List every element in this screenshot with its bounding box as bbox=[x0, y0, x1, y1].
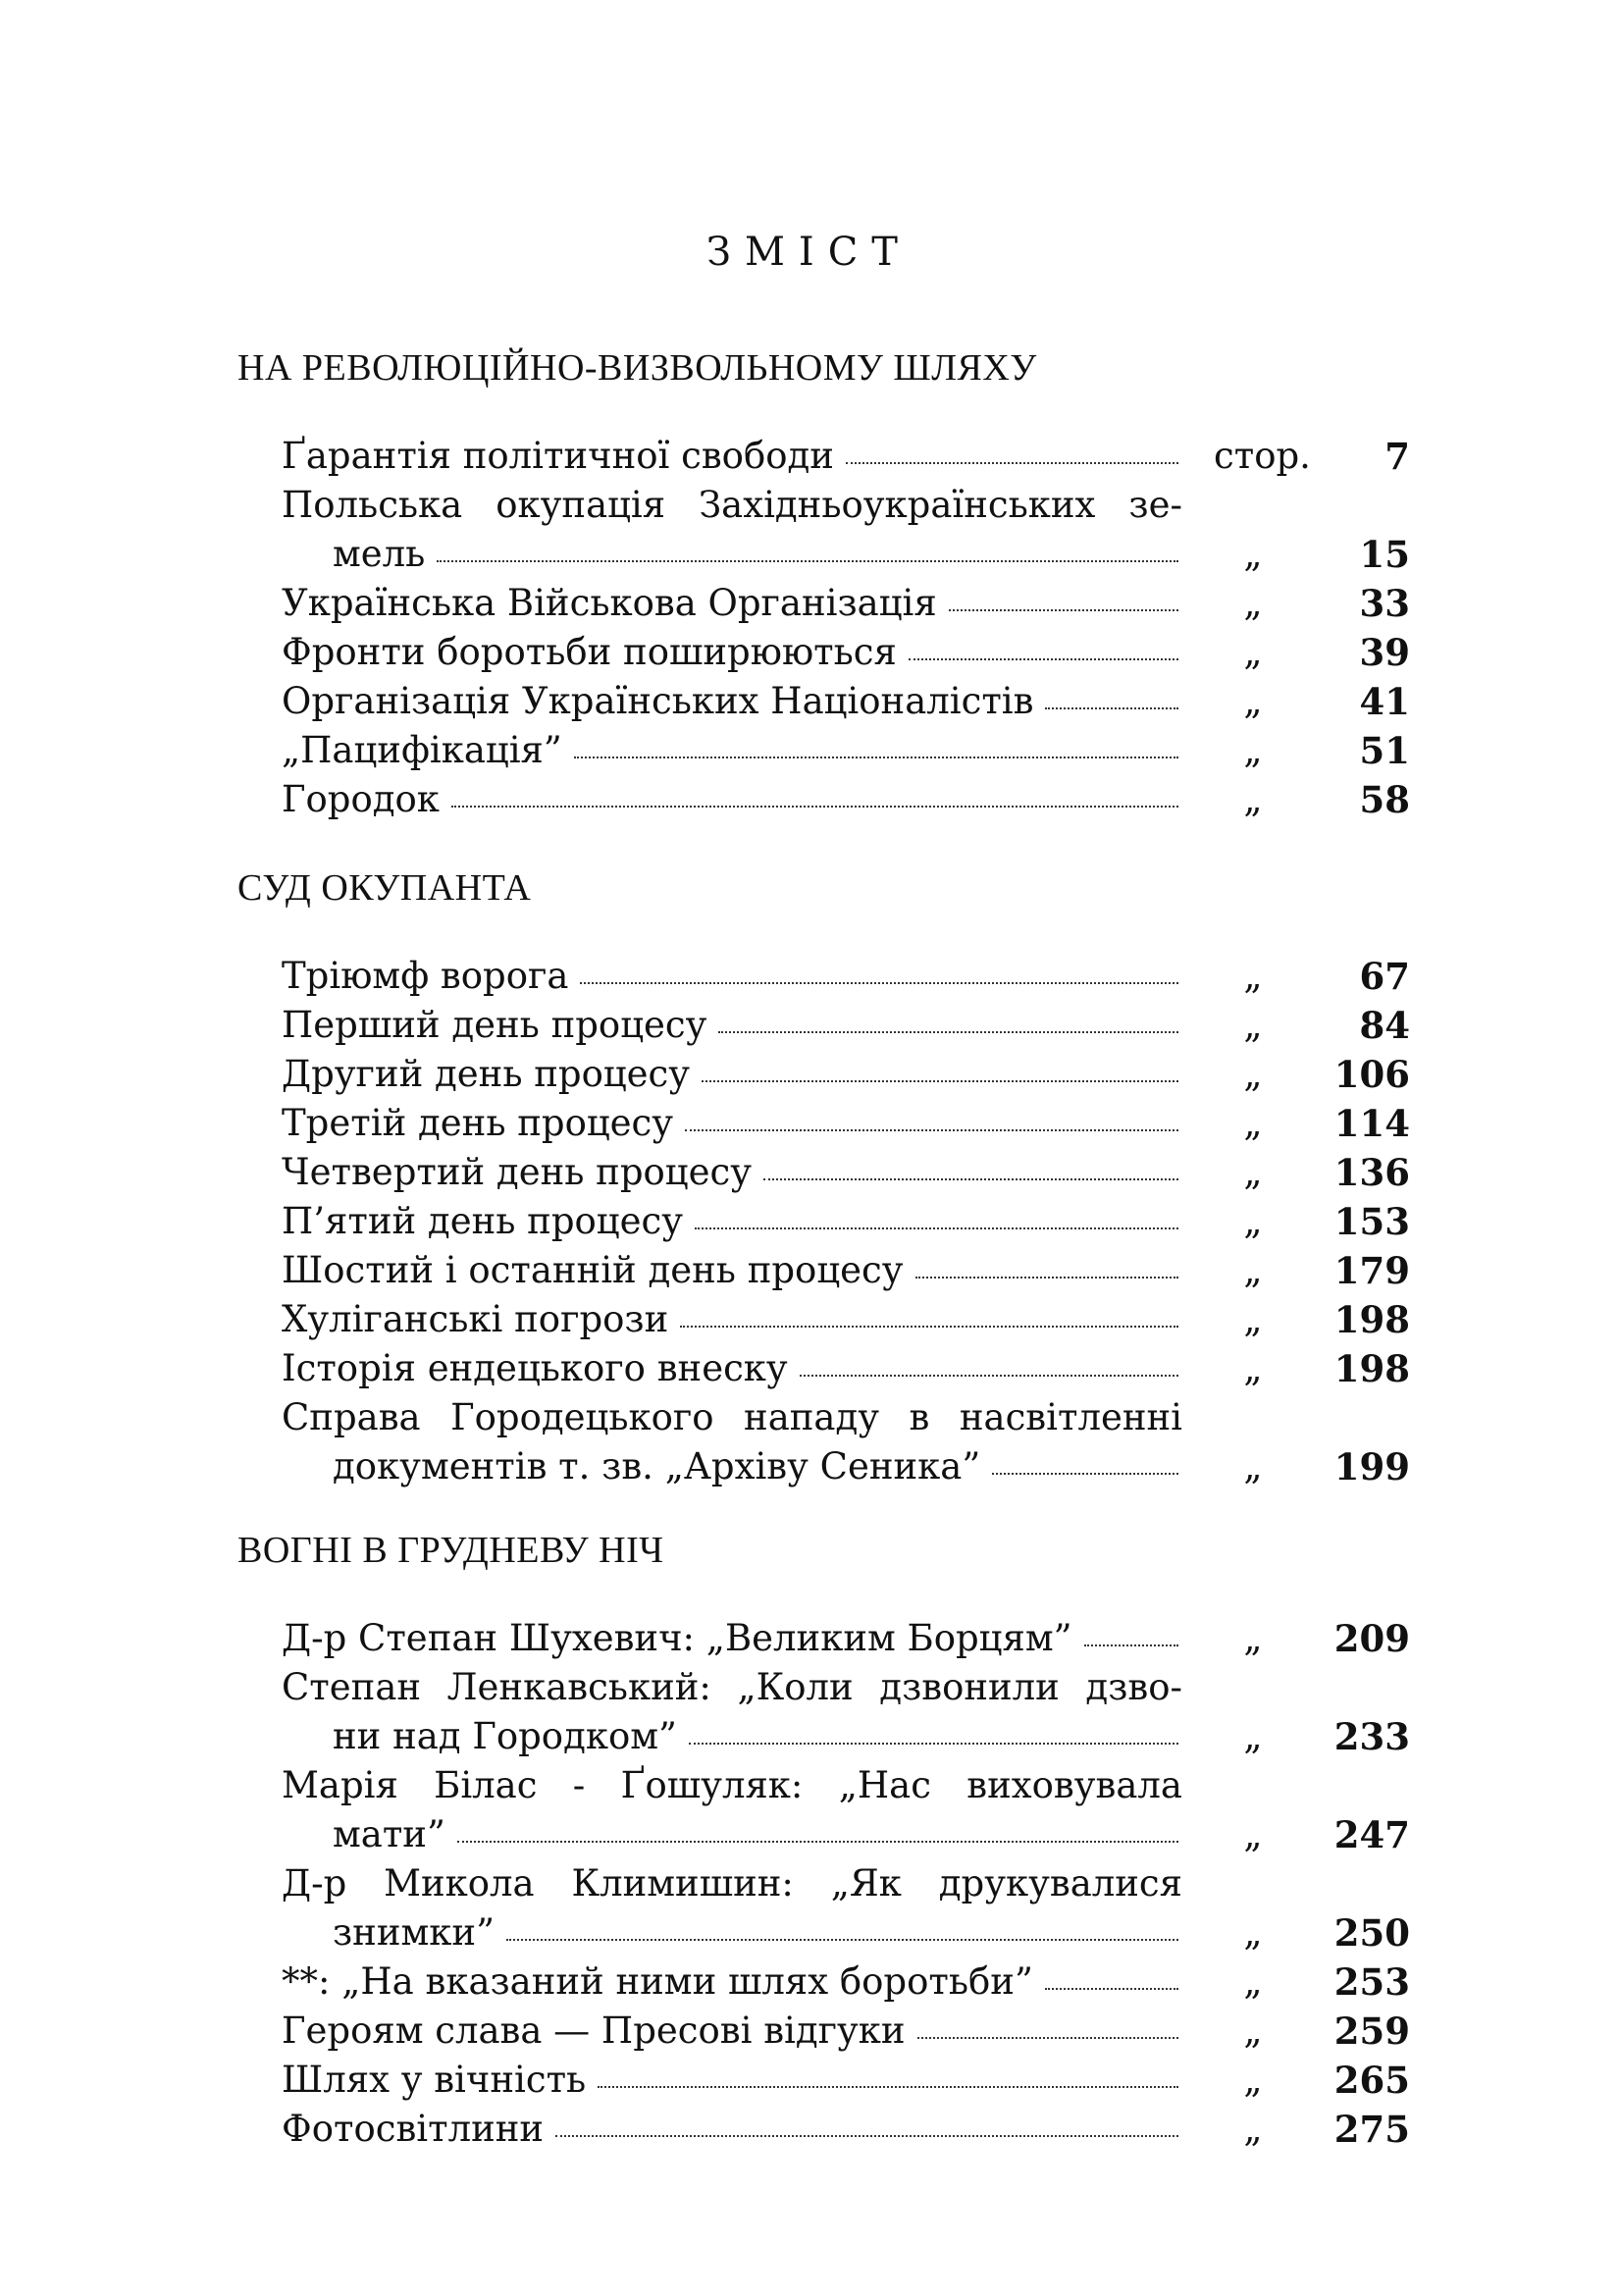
page-title: ЗМІСТ bbox=[706, 230, 912, 275]
page-number: 84 bbox=[1359, 1004, 1410, 1047]
toc-entry bbox=[282, 1810, 1410, 1859]
toc-entry-title-wrap bbox=[282, 1614, 1182, 1663]
toc-entry bbox=[282, 1050, 1410, 1099]
toc-entry-title: Четвертий день процесу bbox=[282, 1151, 752, 1193]
page-number: 253 bbox=[1333, 1960, 1410, 2004]
toc-entry-title-line: Справа Городецького нападу в насвітленні bbox=[282, 1396, 1182, 1438]
page-label: „ bbox=[1243, 1617, 1263, 1659]
dot-leader bbox=[598, 2086, 1178, 2088]
toc-entry-title: Шлях у вічність bbox=[282, 2059, 587, 2101]
toc-entry bbox=[282, 1908, 1410, 1957]
page-label: „ bbox=[1243, 1053, 1263, 1095]
toc-entry-title-wrap bbox=[282, 1197, 1182, 1246]
toc-entry-title: Шостий і останній день процесу bbox=[282, 1249, 904, 1291]
page-label: „ bbox=[1243, 2108, 1263, 2150]
dot-leader bbox=[917, 2037, 1178, 2039]
page-label: „ bbox=[1243, 2009, 1263, 2052]
dot-leader bbox=[718, 1031, 1178, 1033]
toc-entry-title: „Пацифікація” bbox=[282, 729, 562, 771]
page-number: 199 bbox=[1333, 1445, 1410, 1488]
toc-entry-title-wrap bbox=[282, 1148, 1182, 1197]
page-label: „ bbox=[1243, 1151, 1263, 1193]
toc-entry bbox=[282, 1246, 1410, 1295]
toc-entry-title-wrap bbox=[282, 1246, 1182, 1295]
page-label: „ bbox=[1243, 778, 1263, 820]
toc-entry-title: Тріюмф ворога bbox=[282, 955, 569, 997]
dot-leader bbox=[1084, 1644, 1178, 1646]
page-label: „ bbox=[1243, 1445, 1263, 1487]
toc-entry-title-wrap bbox=[333, 1810, 1182, 1859]
page-label: „ bbox=[1243, 729, 1263, 771]
toc-entry-title: знимки” bbox=[333, 1911, 495, 1954]
page-label: „ bbox=[1243, 955, 1263, 997]
toc-entry-title-line: Марія Білас - Ґошуляк: „Нас виховувала bbox=[282, 1764, 1182, 1806]
toc-entry-title-line: Степан Ленкавський: „Коли дзвонили дзво- bbox=[282, 1666, 1182, 1708]
toc-entry bbox=[282, 1099, 1410, 1148]
toc-entry bbox=[282, 1295, 1410, 1344]
toc-entry-title-wrap bbox=[333, 530, 1182, 579]
page-number: 275 bbox=[1333, 2108, 1410, 2151]
dot-leader bbox=[992, 1473, 1178, 1475]
dot-leader bbox=[800, 1375, 1178, 1377]
toc-entry-title-wrap bbox=[333, 1712, 1182, 1761]
toc-entry-title-wrap bbox=[282, 432, 1182, 481]
page-label: „ bbox=[1243, 533, 1263, 575]
toc-entry-title: ни над Городком” bbox=[333, 1715, 677, 1757]
toc-entry-title-wrap bbox=[282, 775, 1182, 824]
page-label: „ bbox=[1243, 1004, 1263, 1046]
toc-entry-title-wrap bbox=[282, 1957, 1182, 2007]
dot-leader bbox=[685, 1129, 1178, 1131]
toc-entry bbox=[282, 2007, 1410, 2056]
toc-entry-title-wrap bbox=[282, 677, 1182, 726]
toc-entry bbox=[282, 1957, 1410, 2007]
toc-entry-title: документів т. зв. „Архіву Сеника” bbox=[333, 1445, 981, 1487]
toc-entry-title-wrap bbox=[282, 1099, 1182, 1148]
dot-leader bbox=[949, 609, 1178, 611]
toc-entry bbox=[282, 432, 1410, 481]
toc-entry-title: **: „На вказаний ними шлях боротьби” bbox=[282, 1960, 1033, 2003]
page-number: 250 bbox=[1333, 1911, 1410, 1955]
page-label: „ bbox=[1243, 1200, 1263, 1242]
toc-entry bbox=[282, 579, 1410, 628]
toc-entry-title-wrap bbox=[282, 1295, 1182, 1344]
toc-entry-title: Українська Військова Організація bbox=[282, 582, 937, 624]
page-number: 198 bbox=[1333, 1298, 1410, 1341]
toc-entry-title: Історія ендецького внеску bbox=[282, 1347, 788, 1389]
toc-entry-title: Героям слава — Пресові відгуки bbox=[282, 2009, 906, 2052]
page-number: 7 bbox=[1384, 435, 1410, 478]
dot-leader bbox=[695, 1227, 1178, 1229]
toc-entry bbox=[282, 726, 1410, 775]
toc-entry-title-wrap bbox=[282, 952, 1182, 1001]
dot-leader bbox=[506, 1939, 1178, 1941]
dot-leader bbox=[702, 1080, 1178, 1082]
dot-leader bbox=[457, 1841, 1178, 1843]
page-label: „ bbox=[1243, 680, 1263, 722]
toc-entry-title: Хуліганські погрози bbox=[282, 1298, 669, 1340]
toc-entry-title: Фронти боротьби поширюються bbox=[282, 631, 897, 673]
toc-entry bbox=[282, 775, 1410, 824]
toc-entry-title-wrap bbox=[282, 628, 1182, 677]
toc-entry bbox=[282, 2105, 1410, 2154]
toc-entry bbox=[282, 952, 1410, 1001]
page-label: „ bbox=[1243, 1960, 1263, 2003]
page-number: 153 bbox=[1333, 1200, 1410, 1243]
dot-leader bbox=[580, 982, 1178, 984]
toc-entry-title: Організація Українських Націоналістів bbox=[282, 680, 1034, 722]
toc-entry-title: мель bbox=[333, 533, 426, 575]
section-heading: СУД ОКУПАНТА bbox=[237, 867, 532, 909]
dot-leader bbox=[451, 806, 1178, 808]
dot-leader bbox=[437, 560, 1178, 562]
toc-entry-title: мати” bbox=[333, 1813, 445, 1855]
toc-entry-title: Ґарантія політичної свободи bbox=[282, 435, 834, 477]
section-heading: НА РЕВОЛЮЦІЙНО-ВИЗВОЛЬНОМУ ШЛЯХУ bbox=[237, 347, 1037, 389]
toc-entry-title-line: Д-р Микола Климишин: „Як друкувалися bbox=[282, 1862, 1182, 1905]
toc-entry-title-wrap bbox=[282, 1050, 1182, 1099]
page-number: 265 bbox=[1333, 2059, 1410, 2102]
toc-entry bbox=[282, 1148, 1410, 1197]
section-heading: ВОГНІ В ГРУДНЕВУ НІЧ bbox=[237, 1530, 664, 1571]
toc-entry-title: П’ятий день процесу bbox=[282, 1200, 683, 1242]
toc-entry bbox=[282, 1197, 1410, 1246]
toc-entry-title-wrap bbox=[282, 2007, 1182, 2056]
page-number: 198 bbox=[1333, 1347, 1410, 1390]
page-number: 106 bbox=[1333, 1053, 1410, 1096]
page-label: „ bbox=[1243, 1715, 1263, 1757]
toc-entry-title-wrap bbox=[282, 1344, 1182, 1393]
page-number: 58 bbox=[1359, 778, 1410, 821]
dot-leader bbox=[909, 658, 1178, 660]
dot-leader bbox=[846, 462, 1178, 464]
toc-entry bbox=[282, 1442, 1410, 1491]
page-number: 114 bbox=[1333, 1102, 1410, 1145]
page-label: стор. bbox=[1214, 435, 1311, 477]
page-label: „ bbox=[1243, 631, 1263, 673]
toc-entry-title-wrap bbox=[333, 1908, 1182, 1957]
toc-entry bbox=[282, 628, 1410, 677]
page-number: 67 bbox=[1359, 955, 1410, 998]
dot-leader bbox=[915, 1277, 1178, 1278]
page-number: 41 bbox=[1359, 680, 1410, 723]
toc-entry-title-line: Польська окупація Західньоукраїнських зе- bbox=[282, 484, 1182, 526]
dot-leader bbox=[574, 757, 1178, 758]
page-number: 259 bbox=[1333, 2009, 1410, 2053]
toc-entry-title: Перший день процесу bbox=[282, 1004, 707, 1046]
page-number: 209 bbox=[1333, 1617, 1410, 1660]
toc-entry bbox=[282, 1001, 1410, 1050]
toc-entry-title-wrap bbox=[282, 579, 1182, 628]
page-label: „ bbox=[1243, 2059, 1263, 2101]
page-number: 15 bbox=[1359, 533, 1410, 576]
page-label: „ bbox=[1243, 582, 1263, 624]
dot-leader bbox=[555, 2135, 1178, 2137]
page-number: 33 bbox=[1359, 582, 1410, 625]
page-number: 51 bbox=[1359, 729, 1410, 772]
page-label: „ bbox=[1243, 1102, 1263, 1144]
toc-entry-title-wrap bbox=[282, 2105, 1182, 2154]
dot-leader bbox=[763, 1178, 1178, 1180]
page-label: „ bbox=[1243, 1249, 1263, 1291]
toc-entry-title: Фотосвітлини bbox=[282, 2108, 545, 2150]
toc-entry-title: Третій день процесу bbox=[282, 1102, 674, 1144]
page-label: „ bbox=[1243, 1911, 1263, 1954]
toc-entry bbox=[282, 2056, 1410, 2105]
toc-entry-title-wrap bbox=[282, 2056, 1182, 2105]
toc-entry-title: Другий день процесу bbox=[282, 1053, 691, 1095]
toc-entry-title-wrap bbox=[333, 1442, 1182, 1491]
page-label: „ bbox=[1243, 1347, 1263, 1389]
dot-leader bbox=[1045, 707, 1178, 709]
dot-leader bbox=[680, 1326, 1178, 1328]
dot-leader bbox=[1045, 1988, 1178, 1990]
toc-entry bbox=[282, 1344, 1410, 1393]
page-number: 39 bbox=[1359, 631, 1410, 674]
toc-entry bbox=[282, 677, 1410, 726]
toc-entry bbox=[282, 530, 1410, 579]
toc-entry-title-wrap bbox=[282, 1001, 1182, 1050]
page-number: 247 bbox=[1333, 1813, 1410, 1856]
toc-entry-title: Городок bbox=[282, 778, 440, 820]
page-number: 179 bbox=[1333, 1249, 1410, 1292]
toc-entry-title-wrap bbox=[282, 726, 1182, 775]
toc-entry-title: Д-р Степан Шухевич: „Великим Борцям” bbox=[282, 1617, 1072, 1659]
page-label: „ bbox=[1243, 1813, 1263, 1855]
toc-entry bbox=[282, 1614, 1410, 1663]
page-number: 136 bbox=[1333, 1151, 1410, 1194]
page-number: 233 bbox=[1333, 1715, 1410, 1758]
dot-leader bbox=[689, 1743, 1178, 1745]
toc-entry bbox=[282, 1712, 1410, 1761]
page-label: „ bbox=[1243, 1298, 1263, 1340]
